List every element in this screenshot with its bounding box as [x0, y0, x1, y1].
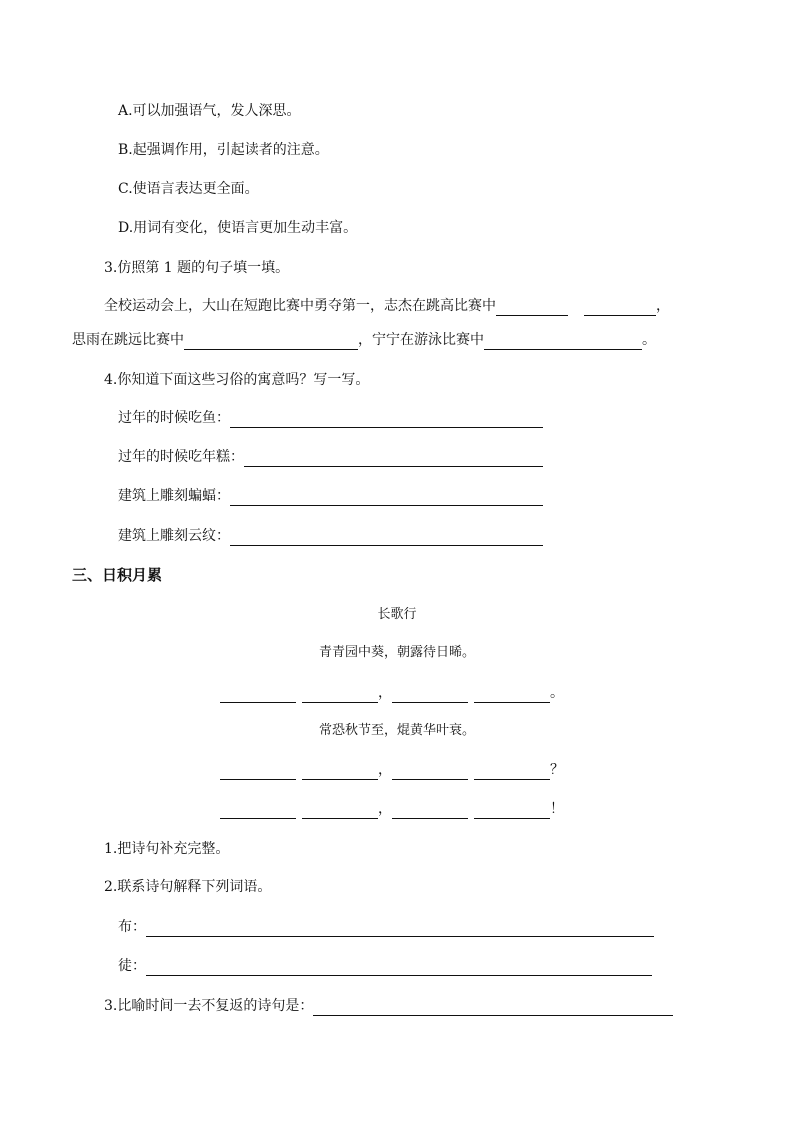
word-bu-row [118, 917, 654, 937]
answer-blank[interactable] [302, 765, 378, 780]
answer-blank[interactable] [474, 765, 550, 780]
answer-blank[interactable] [220, 688, 296, 703]
poem-line-1: 青青园中葵，朝露待日晞。 [318, 645, 475, 660]
section-3-heading: 三、日积月累 [72, 566, 163, 584]
poem-title: 长歌行 [377, 607, 417, 622]
question-2: 2.联系诗句解释下列词语。 [104, 879, 272, 895]
answer-blank[interactable] [302, 688, 378, 703]
custom-item-label: 过年的时候吃鱼： [118, 410, 230, 426]
question-3-line-2-end: 。 [642, 332, 656, 348]
option-d: D.用词有变化，使语言更加生动丰富。 [118, 220, 358, 236]
word-bu-label: 布： [118, 919, 146, 935]
answer-blank[interactable] [146, 961, 652, 976]
answer-blank[interactable] [474, 804, 550, 819]
comma: ， [378, 762, 392, 778]
exclamation-mark: ！ [550, 801, 564, 817]
question-3-title: 3.仿照第 1 题的句子填一填。 [104, 260, 290, 276]
custom-item-4 [118, 526, 543, 546]
comma: ， [378, 685, 392, 701]
custom-item-2 [118, 447, 543, 467]
answer-blank[interactable] [392, 688, 468, 703]
question-3-line-2-b: ，宁宁在游泳比赛中 [358, 332, 484, 348]
question-3-line-1 [104, 296, 670, 316]
answer-blank[interactable] [474, 688, 550, 703]
question-3-line-1-text: 全校运动会上，大山在短跑比赛中勇夺第一，志杰在跳高比赛中 [104, 298, 496, 314]
option-a: A.可以加强语气，发人深思。 [118, 103, 301, 119]
answer-blank[interactable] [392, 804, 468, 819]
period: 。 [550, 685, 564, 701]
answer-blank[interactable] [230, 413, 543, 428]
answer-blank[interactable] [220, 804, 296, 819]
answer-blank[interactable] [484, 335, 642, 350]
question-4-title: 4.你知道下面这些习俗的寓意吗？写一写。 [104, 372, 370, 388]
poem-blank-row-3 [220, 799, 564, 819]
custom-item-1 [118, 408, 543, 428]
poem-blank-row-2 [220, 760, 564, 780]
answer-blank[interactable] [584, 301, 656, 316]
word-tu-row [118, 956, 652, 976]
question-3-line-1-end: ， [656, 298, 670, 314]
poem-blank-row-1 [220, 683, 564, 703]
option-c: C.使语言表达更全面。 [118, 181, 259, 197]
question-1: 1.把诗句补充完整。 [104, 841, 230, 857]
comma: ， [378, 801, 392, 817]
answer-blank[interactable] [496, 301, 568, 316]
poem-line-2: 常恐秋节至，焜黄华叶衰。 [318, 723, 475, 738]
question-3-final [104, 996, 673, 1016]
answer-blank[interactable] [392, 765, 468, 780]
answer-blank[interactable] [220, 765, 296, 780]
word-tu-label: 徒： [118, 958, 146, 974]
answer-blank[interactable] [244, 452, 543, 467]
answer-blank[interactable] [230, 491, 543, 506]
answer-blank[interactable] [146, 922, 654, 937]
answer-blank[interactable] [230, 531, 543, 546]
custom-item-label: 建筑上雕刻云纹： [118, 528, 230, 544]
option-b: B.起强调作用，引起读者的注意。 [118, 142, 329, 158]
question-3-final-text: 3.比喻时间一去不复返的诗句是： [104, 998, 314, 1014]
question-3-line-2-a: 思雨在跳远比赛中 [72, 332, 184, 348]
question-mark: ？ [550, 762, 564, 778]
custom-item-label: 过年的时候吃年糕： [118, 449, 244, 465]
custom-item-label: 建筑上雕刻蝙蝠： [118, 488, 230, 504]
answer-blank[interactable] [184, 335, 358, 350]
question-3-line-2 [72, 330, 656, 350]
custom-item-3 [118, 486, 543, 506]
answer-blank[interactable] [302, 804, 378, 819]
answer-blank[interactable] [313, 1001, 673, 1016]
